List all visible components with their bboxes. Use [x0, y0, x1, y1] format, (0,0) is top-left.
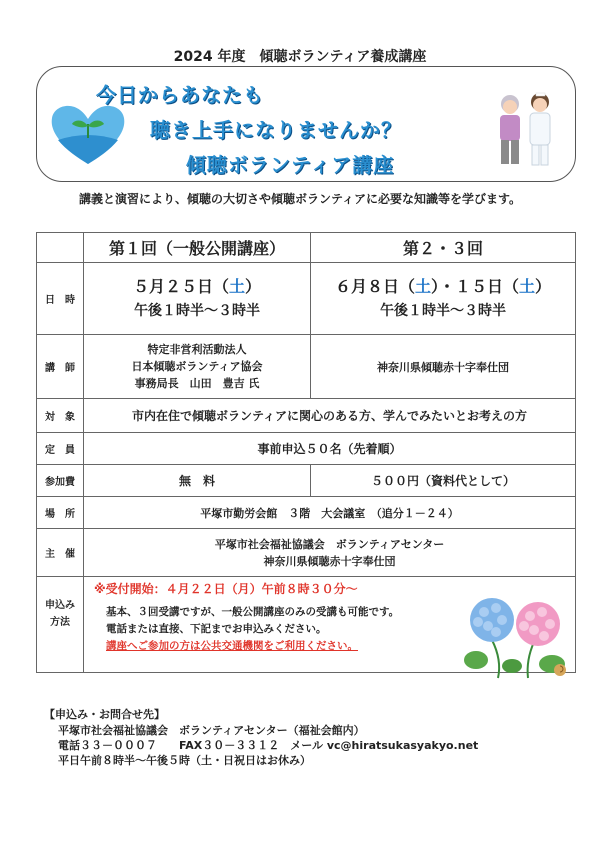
capacity-label: 定 員 [37, 433, 84, 465]
elderly-and-caregiver-icon [492, 90, 562, 170]
session1-time: 午後１時半～３時半 [134, 302, 260, 319]
table-row [37, 529, 576, 577]
session1-lecturer: 特定非営利活動法人 日本傾聴ボランティア協会 事務局長 山田 豊吉 氏 [84, 335, 311, 399]
table-row [37, 497, 576, 529]
host-label: 主 催 [37, 529, 84, 577]
table-row [37, 399, 576, 433]
target-label: 対 象 [37, 399, 84, 433]
lecturer-label: 講 師 [37, 335, 84, 399]
session1-header: 第１回（一般公開講座） [84, 233, 311, 263]
apply-label: 申込み 方法 [37, 577, 84, 673]
venue: 平塚市勤労会館 ３階 大会議室 （追分１－２４） [84, 497, 576, 529]
host: 平塚市社会福祉協議会 ボランティアセンター 神奈川県傾聴赤十字奉仕団 [84, 529, 576, 577]
table-row [37, 233, 576, 263]
apply-note-1: 基本、３回受講ですが、一般公開講座のみの受講も可能です。 [106, 606, 400, 618]
table-row [37, 433, 576, 465]
contact-section [44, 706, 574, 768]
venue-label: 場 所 [37, 497, 84, 529]
session23-time: 午後１時半～３時半 [380, 302, 506, 319]
session1-fee: 無 料 [84, 465, 311, 497]
session23-date: ６月８日（土）・１５日（土） [334, 276, 552, 296]
session23-header: 第２・３回 [311, 233, 576, 263]
apply-start: ※受付開始：４月２２日（月）午前８時３０分～ [94, 582, 358, 596]
intro-text: 講義と演習により、傾聴の大切さや傾聴ボランティアに必要な知識等を学びます。 [78, 192, 522, 206]
hydrangea-icon [462, 590, 572, 680]
session1-datetime [84, 263, 311, 335]
table-row [37, 465, 576, 497]
target-audience: 市内在住で傾聴ボランティアに関心のある方、学んでみたいとお考えの方 [84, 399, 576, 433]
capacity: 事前申込５０名（先着順） [84, 433, 576, 465]
headline-line-1: 今日からあなたも [96, 83, 264, 107]
table-row [37, 263, 576, 335]
datetime-label: 日 時 [37, 263, 84, 335]
headline-line-3: 傾聴ボランティア講座 [186, 153, 395, 177]
session23-lecturer: 神奈川県傾聴赤十字奉仕団 [311, 335, 576, 399]
session1-date: ５月２５日（土） [132, 276, 262, 296]
course-title: 2024 年度 傾聴ボランティア養成講座 [173, 49, 427, 65]
fee-label: 参加費 [37, 465, 84, 497]
session23-datetime [311, 263, 576, 335]
contact-heading: 【申込み・お問合せ先】 [44, 708, 165, 721]
apply-note-2: 電話または直接、下記までお申込みください。 [106, 623, 327, 635]
session23-fee: ５００円（資料代として） [311, 465, 576, 497]
heart-sprout-icon [48, 100, 128, 166]
empty-label-cell [37, 233, 84, 263]
contact-hours: 平日午前８時半～午後５時（土・日祝日はお休み） [58, 754, 311, 767]
contact-phone: 電話３３－０００７ FAX３０－３３１２ メール vc@hiratsukasyakyo.net [58, 739, 479, 752]
table-row [37, 335, 576, 399]
contact-org: 平塚市社会福祉協議会 ボランティアセンター（福祉会館内） [58, 724, 365, 737]
headline-line-2: 聴き上手になりませんか？ [150, 118, 402, 142]
apply-note-3: 講座へご参加の方は公共交通機関をご利用ください。 [106, 640, 358, 652]
